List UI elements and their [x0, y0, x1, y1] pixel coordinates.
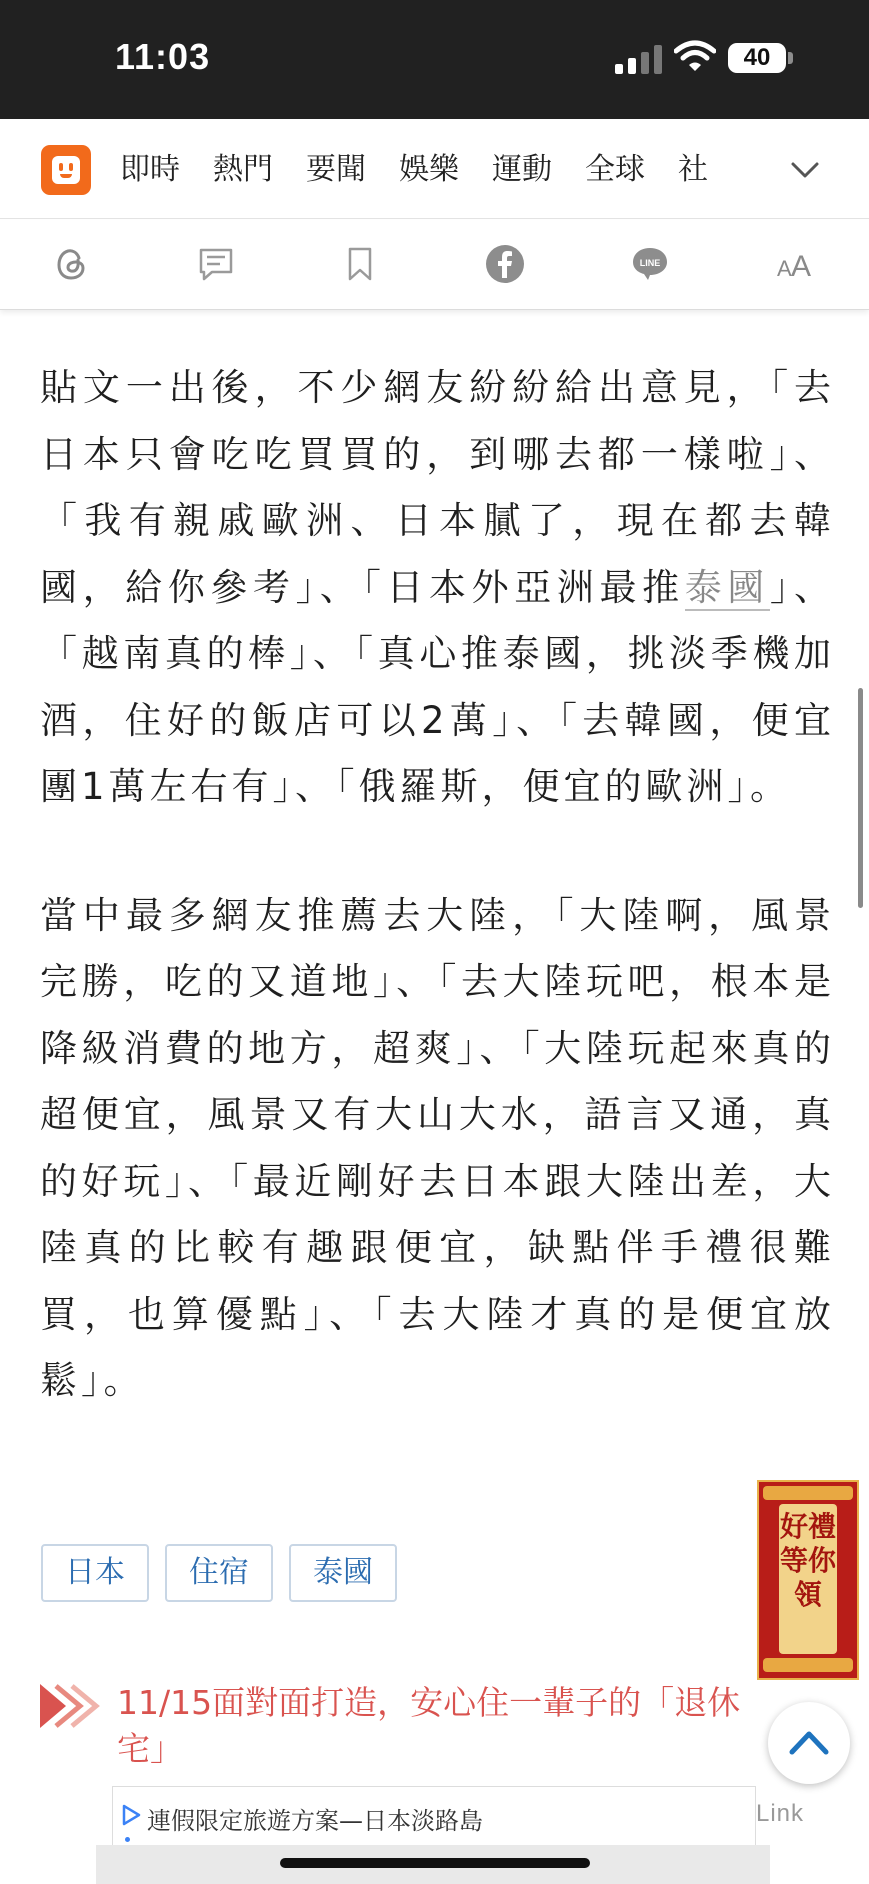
- article-paragraph: 貼文一出後，不少網友紛紛給出意見，「去日本只會吃吃買買的，到哪去都一樣啦」、「我有親戚歐洲、日本膩了，現在都去韓國，給你參考」、「日本外亞洲最推泰國」、「越南真的棒」、「真心推泰國，挑淡季機加酒，住好的飯店可以2萬」、「去韓國，便宜團1萬左右有」、「俄羅斯，便宜的歐洲」。: [40, 366, 836, 808]
- svg-text:A: A: [777, 256, 792, 281]
- facebook-icon[interactable]: [485, 244, 525, 284]
- svg-text:LINE: LINE: [639, 258, 661, 268]
- home-indicator: [280, 1858, 590, 1868]
- nav-item-global[interactable]: 全球: [585, 152, 645, 187]
- scrollbar[interactable]: [858, 688, 863, 908]
- promo-banner[interactable]: [757, 1480, 859, 1680]
- battery-level: 40: [743, 44, 771, 71]
- ad-choices-icon[interactable]: [119, 1803, 143, 1827]
- nav-item-popular[interactable]: 熱門: [213, 152, 273, 187]
- promo-text: 好禮等你領: [779, 1510, 836, 1611]
- site-logo[interactable]: [41, 145, 91, 195]
- bookmark-icon[interactable]: [340, 244, 380, 284]
- chevron-down-icon[interactable]: [790, 155, 820, 185]
- cellular-signal-icon: [615, 44, 663, 74]
- ad-link-label[interactable]: Link: [756, 1800, 805, 1827]
- line-icon[interactable]: [630, 244, 670, 284]
- tag-thailand[interactable]: 泰國: [289, 1544, 397, 1602]
- article-body: [40, 355, 835, 1415]
- status-time: 11:03: [115, 36, 211, 77]
- keyword-link-thailand[interactable]: 泰國: [684, 565, 770, 609]
- share-toolbar: [0, 220, 869, 310]
- scroll-to-top-button[interactable]: [768, 1702, 850, 1784]
- tag-accommodation[interactable]: 住宿: [165, 1544, 273, 1602]
- nav-item-entertainment[interactable]: 娛樂: [399, 152, 459, 187]
- nav-item-society[interactable]: 社: [678, 152, 708, 187]
- wifi-icon: [674, 40, 716, 74]
- arrow-right-icon: [40, 1684, 104, 1728]
- status-bar: [0, 0, 869, 119]
- svg-text:A: A: [791, 250, 812, 283]
- comment-icon[interactable]: [196, 244, 236, 284]
- tag-japan[interactable]: 日本: [41, 1544, 149, 1602]
- nav-item-headlines[interactable]: 要聞: [306, 152, 366, 187]
- category-nav: [0, 119, 869, 219]
- battery-icon: [728, 43, 786, 73]
- article-paragraph: 當中最多網友推薦去大陸，「大陸啊，風景完勝，吃的又道地」、「去大陸玩吧，根本是降級消費的地方，超爽」、「大陸玩起來真的超便宜，風景又有大山大水，語言又通，真的好玩」、「最近剛好去日本跟大陸出差，大陸真的比較有趣跟便宜，缺點伴手禮很難買，也算優點」、「去大陸才真的是便宜放鬆」。: [40, 893, 835, 1402]
- ad-title[interactable]: 連假限定旅遊方案—日本淡路島: [147, 1807, 483, 1835]
- font-size-icon[interactable]: [775, 244, 815, 284]
- threads-icon[interactable]: [52, 244, 92, 284]
- article-tags: [41, 1544, 413, 1602]
- chevron-up-icon: [788, 1724, 830, 1760]
- nav-items: [120, 147, 741, 193]
- nav-item-sports[interactable]: 運動: [492, 152, 552, 187]
- related-article-link[interactable]: 11/15面對面打造，安心住一輩子的「退休宅」: [117, 1683, 741, 1768]
- nav-item-realtime[interactable]: 即時: [120, 152, 180, 187]
